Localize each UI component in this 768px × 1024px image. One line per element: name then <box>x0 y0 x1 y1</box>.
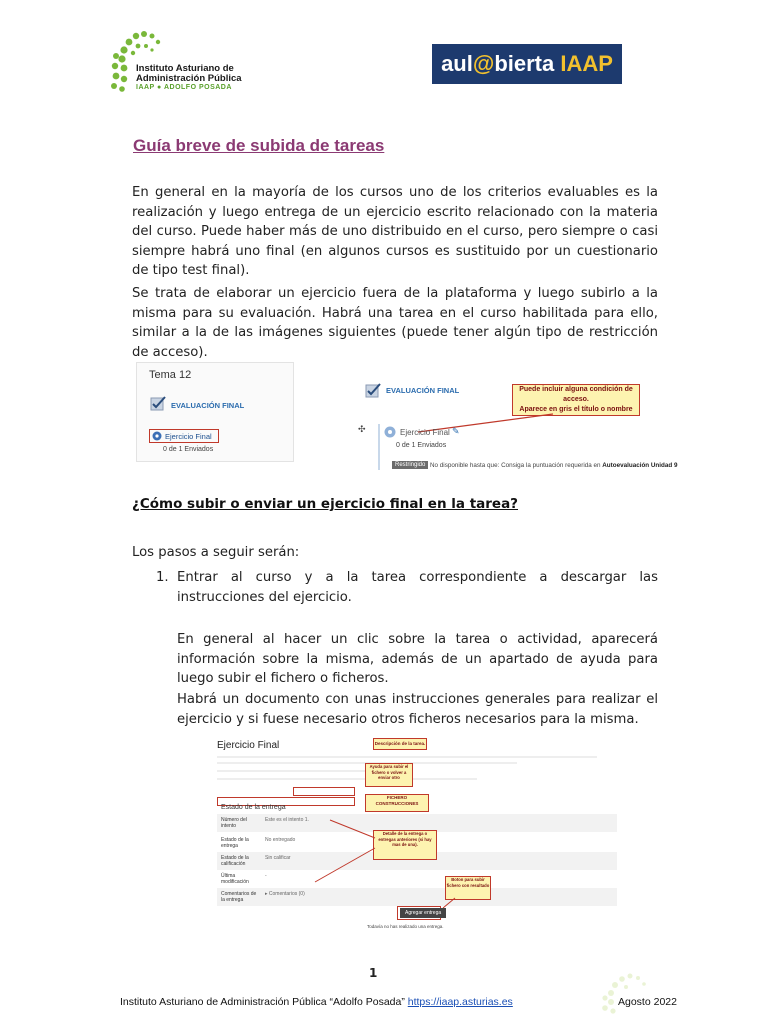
annotation-arrows-icon <box>215 736 620 932</box>
section-heading: ¿Cómo subir o enviar un ejercicio final en la tarea? <box>132 496 519 512</box>
restriction-text <box>430 462 677 469</box>
iaap-logo-line2: Administración Pública <box>136 73 242 84</box>
row-value: Este es el intento 1. <box>265 817 309 823</box>
document-paragraph: Habrá un documento con unas instrucciones generales para realizar el ejercicio y si fuese necesario otros ficheros necesarios para la misma. <box>177 692 658 727</box>
aula-logo-at: @ <box>472 51 495 76</box>
note-line1: Puede incluir alguna condición de acceso. <box>519 386 633 403</box>
aula-logo-part1: aul <box>441 51 473 76</box>
moodle-screenshot-2 <box>215 736 620 932</box>
move-icon: ✣ <box>358 424 366 434</box>
button-note: Boton para subir fichero con resultado <box>445 876 491 900</box>
no-submission-text: Todavía no has realizado una entrega. <box>367 924 444 929</box>
row-key: Estado de la entrega <box>221 837 249 849</box>
task-title-greyed: Ejercicio Final <box>400 428 450 437</box>
iaap-dots-watermark-icon <box>600 970 652 1018</box>
footer-link[interactable]: https://iaap.asturias.es <box>407 996 513 1008</box>
delivery-status-heading: Estado de la entrega <box>221 804 286 811</box>
row-key: Comentarios de la entrega <box>221 891 257 903</box>
list-text: Entrar al curso y a la tarea correspondiente a descargar las instrucciones del ejercicio. <box>177 570 658 605</box>
sent-count: 0 de 1 Enviados <box>163 446 214 453</box>
file-note: FICHERO CONSTRUCCIONES <box>365 794 429 812</box>
restriction-text-main: No disponible hasta que: Consiga la puntuación requerida en <box>430 462 601 469</box>
section-title: EVALUACIÓN FINAL <box>171 401 245 410</box>
iaap-logo-line1: Instituto Asturiano de <box>136 63 234 74</box>
row-value: ▸ Comentarios (0) <box>265 891 305 897</box>
restriction-link: Autoevaluación Unidad 9 <box>602 462 678 469</box>
checklist-icon <box>364 382 382 398</box>
add-submission-button[interactable]: Agregar entrega <box>400 908 446 918</box>
page-title: Guía breve de subida de tareas <box>133 136 385 155</box>
assignment-icon <box>384 426 396 438</box>
arrow-icon <box>398 412 598 462</box>
task-link: Ejercicio Final <box>165 432 212 441</box>
detail-note: Detalle de la entrega o entregas anteriores (si hay mas de una). <box>373 830 437 860</box>
row-value: Sin calificar <box>265 855 291 861</box>
help-note: Ayuda para subir el fichero o volver a enviar otro <box>365 763 413 787</box>
info-paragraph: En general al hacer un clic sobre la tarea o actividad, aparecerá información sobre la misma, además de un apartado de ayuda para luego subir el fichero o ficheros. <box>177 632 658 687</box>
moodle-screenshot-1 <box>136 362 731 474</box>
page-number: 1 <box>369 966 378 980</box>
aula-logo-part2: bierta <box>494 51 555 76</box>
list-number: 1. <box>156 570 169 585</box>
assignment-title: Ejercicio Final <box>217 740 280 751</box>
steps-intro: Los pasos a seguir serán: <box>132 545 300 560</box>
footer-text: Instituto Asturiano de Administración Pública “Adolfo Posada” <box>120 996 405 1008</box>
tema-label: Tema 12 <box>149 369 192 381</box>
intro-paragraph: En general en la mayoría de los cursos uno de los criterios evaluables es la realización y luego entrega de un ejercicio escrito relacionado con la materia del curso. Puede haber más de uno distribuido en el curso, pero siempre o casi siempre habrá uno final (en algunos cursos es sustituido por un cuestionario de tipo test final). <box>132 185 658 279</box>
iaap-logo-line3: IAAP ● ADOLFO POSADA <box>136 84 232 91</box>
indent-bar <box>378 424 380 470</box>
edit-pencil-icon: ✎ <box>452 426 460 436</box>
section-title: EVALUACIÓN FINAL <box>386 386 460 395</box>
row-value: - <box>265 873 267 879</box>
aula-logo-part3: IAAP <box>560 51 613 76</box>
note-line2: Aparece en gris el título o nombre <box>519 406 633 413</box>
moodle-panel-left <box>136 362 294 462</box>
moodle-panel-right <box>358 376 730 472</box>
footer-date: Agosto 2022 <box>618 996 677 1008</box>
task-paragraph: Se trata de elaborar un ejercicio fuera de la plataforma y luego subirlo a la misma para su evaluación. Habrá una tarea en el curso habilitada para ello, similar a la de las imágenes siguientes (puede tener algún tipo de restricción de acceso). <box>132 286 658 360</box>
iaap-logo <box>108 26 242 98</box>
description-note: Descripción de la tarea. <box>373 738 427 750</box>
assignment-icon <box>152 431 162 441</box>
row-key: Estado de la calificación <box>221 855 249 867</box>
footer <box>120 996 513 1008</box>
restricted-badge: Restringido <box>392 461 428 469</box>
sent-count: 0 de 1 Enviados <box>396 442 447 449</box>
row-key: Última modificación <box>221 873 249 885</box>
row-value: No entregado <box>265 837 296 843</box>
checklist-icon <box>149 395 167 411</box>
row-key: Número del intento <box>221 817 247 829</box>
aula-abierta-logo <box>432 44 622 84</box>
